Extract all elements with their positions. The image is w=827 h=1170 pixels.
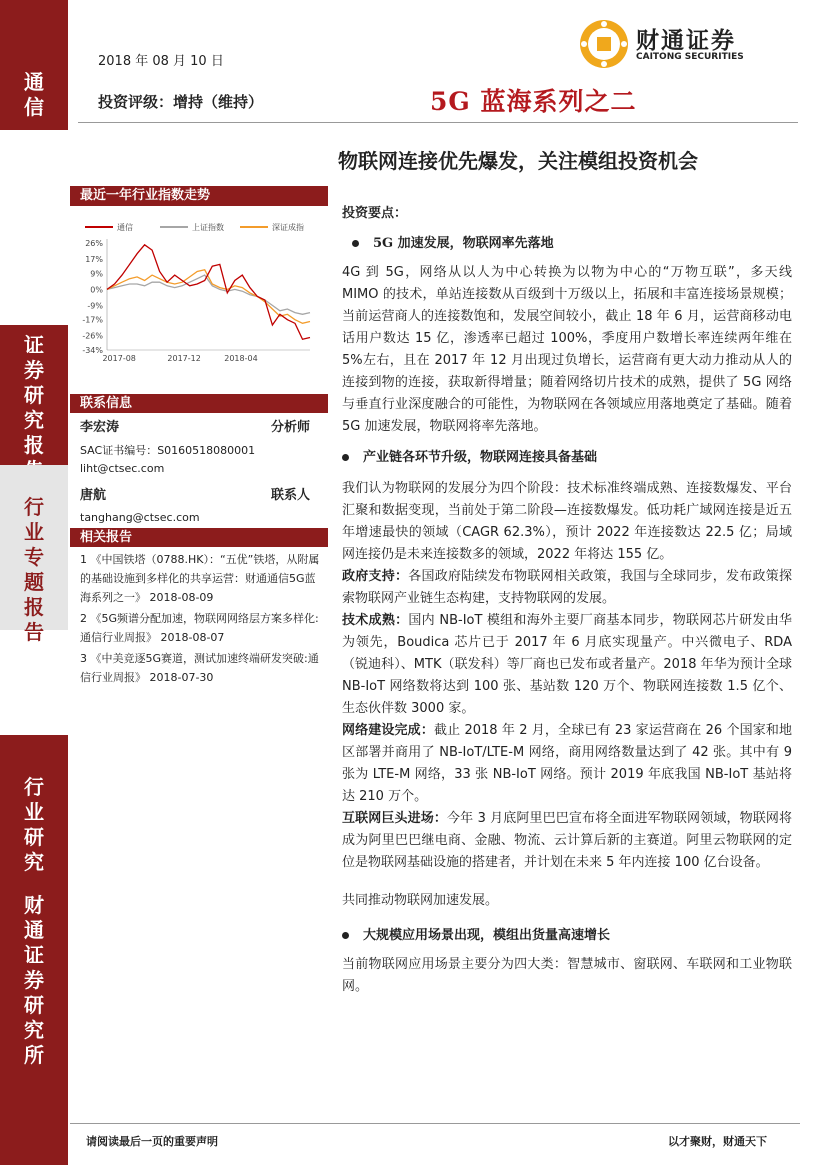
bullet-dot-icon bbox=[352, 240, 359, 247]
paragraph-1: 4G 到 5G，网络从以人为中心转换为以物为中心的“万物互联”，多天线 MIMO 的技术，单站连接数从百级到十万级以上，拓展和丰富连接场景规模；当前运营商人的连接数饱和，发展空间较小，截止 18 年 6 月，运营商移动电话用户数达 15 亿，渗透率已超过 100%，季度用户数增长率连续两年维在 5%左右，且在 2017 年 12 月出现过负增长，运营商有更大动力推动从人的连接到物的连接，获取新得增量；随着网络切片技术的成熟，提供了 5G 网络与垂直行业深度融合的可能性，为物联网在各领域应用落地奠定了基础。随着 5G 加速发展，物联网将率先落地。 bbox=[342, 265, 792, 434]
sidebar-char: 究 bbox=[24, 1018, 44, 1042]
bullet-heading-3: 大规模应用场景出现，模组出货量高速增长 bbox=[342, 924, 610, 943]
sidebar-char: 券 bbox=[24, 968, 44, 992]
bullet-dot-icon bbox=[342, 932, 349, 939]
sac-number: SAC证书编号：S0160518080001 bbox=[80, 444, 256, 457]
footer-disclaimer[interactable]: 请阅读最后一页的重要声明 bbox=[86, 1135, 218, 1148]
series-title: 5G 蓝海系列之二 bbox=[430, 87, 637, 116]
footer-divider bbox=[70, 1123, 800, 1124]
legend-label: 通信 bbox=[117, 223, 133, 232]
coin-logo-icon bbox=[578, 18, 630, 70]
index-trend-chart bbox=[75, 215, 325, 375]
internet-label: 互联网巨头进场： bbox=[342, 811, 448, 826]
sidebar-char: 研 bbox=[24, 825, 44, 849]
key-points-heading: 投资要点： bbox=[342, 206, 408, 221]
footer-slogan: 以才聚财，财通天下 bbox=[668, 1135, 767, 1148]
technology-label: 技术成熟： bbox=[342, 613, 409, 628]
analyst-email[interactable]: liht@ctsec.com bbox=[80, 462, 165, 475]
analyst-role: 分析师 bbox=[270, 420, 310, 435]
sidebar-char: 研 bbox=[24, 993, 44, 1017]
related-report-item[interactable]: 1 《中国铁塔（0788.HK）：“五优”铁塔，从附属的基础设施到多样化的共享运营：财通通信5G蓝海系列之一》 2018-08-09 bbox=[80, 553, 320, 604]
x-tick-label: 2017-08 bbox=[102, 354, 136, 363]
sidebar-char: 所 bbox=[24, 1043, 44, 1067]
paragraph-government: 政府支持：各国政府陆续发布物联网相关政策，我国与全球同步，发布政策探索物联网产业链生态构建，支持物联网的发展。 bbox=[342, 569, 792, 606]
company-logo bbox=[578, 16, 778, 72]
y-tick-label: -9% bbox=[87, 301, 103, 311]
y-tick-label: -26% bbox=[82, 331, 103, 341]
bullet-heading-1: 5G 加速发展，物联网率先落地 bbox=[352, 232, 554, 251]
sidebar-char: 信 bbox=[24, 95, 44, 119]
sidebar-char: 行 bbox=[24, 775, 44, 799]
sidebar-char: 通 bbox=[24, 918, 44, 942]
sidebar-char: 报 bbox=[24, 595, 44, 619]
paragraph-network: 网络建设完成：截止 2018 年 2 月，全球已有 23 家运营商在 26 个国家和地区部署并商用了 NB-IoT/LTE-M 网络，商用网络数量达到了 42 张。其中有 9 张为 LTE-M 网络，33 张 NB-IoT 网络。预计 2019 年底我国 NB-IoT 基站将达 210 万个。 bbox=[342, 723, 792, 804]
sidebar-char: 告 bbox=[24, 620, 44, 644]
x-tick-label: 2017-12 bbox=[167, 354, 201, 363]
sidebar-char: 业 bbox=[24, 800, 44, 824]
contact-block bbox=[70, 416, 328, 524]
legend-label: 深证成指 bbox=[272, 223, 304, 232]
paragraph-internet: 互联网巨头进场：今年 3 月底阿里巴巴宣布将全面进军物联网领域，物联网将成为阿里巴巴继电商、金融、物流、云计算后新的主赛道。阿里云物联网的定位是物联网基础设施的搭建者，并计划在未来 5 年内连接 100 亿台设备。 bbox=[342, 811, 792, 870]
sidebar-char: 证 bbox=[24, 333, 44, 357]
sidebar-char: 专 bbox=[24, 545, 44, 569]
sidebar-top-block bbox=[0, 0, 68, 130]
paragraph-2: 我们认为物联网的发展分为四个阶段：技术标准终端成熟、连接数爆发、平台汇聚和数据变现，当前处于第二阶段—连接数爆发。低功耗广域网连接是近五年增速最快的领域（CAGR 62.3%），预计 2022 年连接数达 22.5 亿；局域网连接仍是未来连接数多的领域，2022 年将达 155 亿。 bbox=[342, 481, 792, 562]
sidebar-char: 行 bbox=[24, 495, 44, 519]
contact-section-heading: 联系信息 bbox=[70, 394, 328, 413]
page-title: 物联网连接优先爆发，关注模组投资机会 bbox=[338, 149, 698, 173]
x-tick-label: 2018-04 bbox=[224, 354, 258, 363]
y-tick-label: 17% bbox=[85, 255, 103, 265]
sidebar-char: 究 bbox=[24, 408, 44, 432]
sidebar-char: 题 bbox=[24, 570, 44, 594]
paragraph-summary: 共同推动物联网加速发展。 bbox=[342, 893, 499, 908]
logo-en: CAITONG SECURITIES bbox=[636, 52, 744, 62]
y-tick-label: 9% bbox=[90, 269, 103, 279]
network-label: 网络建设完成： bbox=[342, 723, 434, 738]
contact-role: 联系人 bbox=[270, 488, 310, 503]
sidebar-char: 业 bbox=[24, 520, 44, 544]
paragraph-3: 当前物联网应用场景主要分为四大类：智慧城市、窗联网、车联网和工业物联网。 bbox=[342, 957, 792, 994]
paragraph-technology: 技术成熟：国内 NB-IoT 模组和海外主要厂商基本同步，物联网芯片研发由华为领先，Boudica 芯片已于 2017 年 6 月底实现量产。中兴微电子、RDA（锐迪科）、MTK（联发科）等厂商也已发布或者量产。2018 年华为预计全球 NB-IoT 网络数将达到 100 张、基站数 120 万个、物联网连接数 1.5 亿个、生态伙伴数 3000 家。 bbox=[342, 613, 792, 716]
series-line-1 bbox=[107, 275, 310, 314]
related-reports-list bbox=[70, 550, 328, 687]
sidebar-category-block bbox=[0, 465, 68, 644]
related-report-item[interactable]: 2 《5G频谱分配加速，物联网网络层方案多样化:通信行业周报》 2018-08-07 bbox=[80, 612, 319, 644]
related-section-heading: 相关报告 bbox=[70, 528, 328, 547]
header-divider bbox=[78, 122, 798, 123]
investment-rating: 投资评级：增持（维持） bbox=[98, 93, 264, 111]
bullet-heading-2: 产业链各环节升级，物联网连接具备基础 bbox=[342, 446, 597, 465]
chart-section-rule bbox=[70, 205, 328, 206]
sidebar-char: 通 bbox=[24, 70, 44, 94]
legend-label: 上证指数 bbox=[192, 223, 224, 232]
bullet-dot-icon bbox=[342, 454, 349, 461]
sidebar-char: 券 bbox=[24, 358, 44, 382]
y-tick-label: 0% bbox=[90, 285, 103, 295]
sidebar-char: 财 bbox=[24, 893, 44, 917]
contact-email[interactable]: tanghang@ctsec.com bbox=[80, 511, 200, 524]
sidebar-char: 研 bbox=[24, 383, 44, 407]
sidebar-char: 究 bbox=[24, 850, 44, 874]
related-report-item[interactable]: 3 《中美竞逐5G赛道，测试加速终端研发突破:通信行业周报》 2018-07-30 bbox=[80, 652, 319, 684]
y-tick-label: 26% bbox=[85, 239, 103, 248]
chart-section-heading: 最近一年行业指数走势 bbox=[70, 186, 328, 205]
report-date: 2018 年 08 月 10 日 bbox=[98, 54, 224, 69]
sidebar-report-block bbox=[0, 325, 68, 465]
contact-name: 唐航 bbox=[80, 488, 107, 503]
logo-cn: 财通证券 bbox=[636, 28, 736, 54]
government-label: 政府支持： bbox=[342, 569, 409, 584]
y-tick-label: -17% bbox=[82, 315, 103, 325]
sidebar-institute-block bbox=[0, 735, 68, 1165]
sidebar-char: 报 bbox=[24, 433, 44, 457]
series-line-0 bbox=[107, 245, 310, 339]
analyst-name: 李宏涛 bbox=[80, 420, 120, 435]
y-tick-label: -34% bbox=[82, 346, 103, 355]
sidebar-char: 证 bbox=[24, 943, 44, 967]
